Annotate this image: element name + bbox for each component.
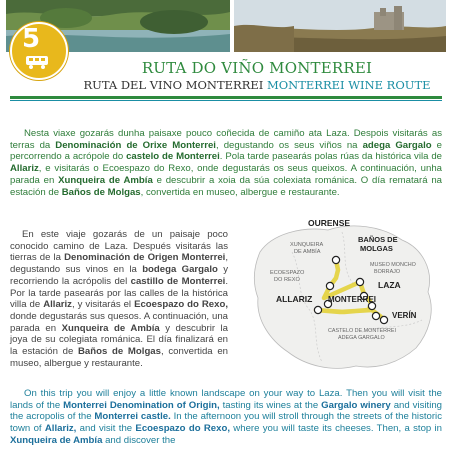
title-divider-teal <box>10 100 442 101</box>
body-text: y recorriendo la acrópolis del <box>10 264 228 287</box>
map-label-allariz: ALLARIZ <box>276 294 313 304</box>
map-label-xunqueira: DE AMBÍA <box>294 249 321 255</box>
body-text: y descubrir la joya de su colegiata románica. El día finalizará en la estación de <box>10 322 229 358</box>
highlight-text: Ecoespazo do Rexo, <box>135 423 230 435</box>
paragraph-english <box>10 388 442 447</box>
highlight-text: Allariz, <box>44 423 77 435</box>
map-label-monterrei: MONTERREI <box>328 295 376 304</box>
body-text: , degustando sus vinos en la <box>10 252 228 276</box>
body-text: , e visitarás o Ecoespazo do Rexo, onde degustarás os seus queixos. A continuación, unha parada en <box>10 163 442 186</box>
route-number: 5 <box>22 24 41 54</box>
body-text: En este viaje gozarás de un paisaje poco conocido camino de Laza. Después visitarás las tierras de la <box>10 229 228 264</box>
body-text: e percorrendo a acrópole do <box>10 139 442 163</box>
body-text: tasting its wines at the <box>219 399 322 411</box>
title-galician: RUTA DO VIÑO MONTERREI <box>141 59 373 77</box>
map-label-xunqueira: XUNQUEIRA <box>290 242 324 248</box>
body-text: , convertida en museo, albergue y restaurante. <box>10 346 228 369</box>
map-stop-banos <box>356 278 363 285</box>
highlight-text: adega Gargalo <box>362 139 432 151</box>
map-label-museo: MUSEO MONCHO <box>370 262 416 268</box>
map-label-laza: LAZA <box>378 280 401 290</box>
map-label-ecoespazo: DO REXO <box>274 277 300 283</box>
map-stop-monterrei <box>372 312 379 319</box>
highlight-text: Gargalo winery <box>321 399 391 411</box>
body-text: and visiting the acropolis of the <box>10 399 442 423</box>
title-english: MONTERREI WINE ROUTE <box>266 78 431 92</box>
body-text: donde degustarás sus quesos. A continuación, una parada en <box>10 310 228 334</box>
highlight-text: Baños de Molgas <box>61 186 141 198</box>
highlight-text: castelo de Monterrei <box>126 151 220 163</box>
highlight-text: Xunqueira de Ambía <box>61 322 160 334</box>
route-map <box>232 212 446 382</box>
map-stop-ourense <box>332 256 339 263</box>
highlight-text: bodega Gargalo <box>142 264 218 276</box>
highlight-text: Xunqueira de Ambía <box>58 174 153 186</box>
map-stop-xunqueira <box>326 282 333 289</box>
route-title-block <box>72 59 442 93</box>
map-label-castelo: ADEGA GARGALO <box>338 335 385 341</box>
body-text: . Pola tarde pasearás polas rúas da histórica vila de <box>219 151 442 163</box>
highlight-text: Denominación de Orixe Monterrei <box>55 139 216 151</box>
paragraph-galician <box>10 128 442 198</box>
paragraph-spanish <box>10 229 228 369</box>
highlight-text: Allariz <box>43 299 72 311</box>
body-text: . Por la tarde pasearás por las calles de la histórica villa de <box>10 275 228 311</box>
title-subline <box>72 77 442 93</box>
map-stop-allariz <box>314 306 321 313</box>
highlight-text: Monterrei castle. <box>94 411 171 423</box>
map-label-museo: BORRAJO <box>374 269 401 275</box>
highlight-text: Monterrei Denomination of Origin, <box>63 399 220 411</box>
body-text: On this trip you will enjoy a little known landscape on your way to Laza. Then you will visit the lands of the <box>10 388 442 411</box>
body-text: In the afternoon you will stroll through the streets of the historic town of <box>10 411 442 435</box>
photo-castle-landscape <box>234 0 446 52</box>
map-label-ecoespazo: ECOESPAZO <box>270 270 305 276</box>
highlight-text: Denominación de Origen Monterrei <box>64 252 226 264</box>
highlight-text: Xunqueira de Ambía <box>10 434 103 446</box>
route-number-badge <box>10 22 68 80</box>
map-label-ourense: OURENSE <box>308 218 351 228</box>
body-text: and visit the <box>76 423 136 435</box>
train-icon <box>24 54 54 70</box>
map-label-verin: VERÍN <box>392 311 417 320</box>
body-text: Nesta viaxe gozarás dunha paisaxe pouco coñecida de camiño ata Laza. Despois visitarás as terras da <box>10 128 442 151</box>
body-text: where you will taste its cheeses. Then, a stop in <box>230 423 443 435</box>
map-stop-verin <box>380 316 387 323</box>
body-text: , convertida en museo, albergue e restaurante. <box>140 186 340 198</box>
title-spanish: RUTA DEL VINO MONTERREI <box>83 78 264 92</box>
highlight-text: Allariz <box>10 163 39 175</box>
map-label-banos: BAÑOS DE <box>358 235 398 244</box>
body-text: and discover the <box>102 434 176 446</box>
body-text: , y visitarás el <box>71 299 135 311</box>
body-text: e descubrir a xoia da súa colexiata románica. O día rematará na estación de <box>10 174 443 198</box>
highlight-text: Baños de Molgas <box>78 346 161 358</box>
map-label-castelo: CASTELO DE MONTERREI <box>328 328 396 334</box>
body-text: , degustando os seus viños na <box>215 139 363 151</box>
highlight-text: castillo de Monterrei <box>130 275 226 287</box>
title-divider-green <box>10 96 442 99</box>
map-label-banos: MOLGAS <box>360 244 393 253</box>
highlight-text: Ecoespazo do Rexo, <box>134 299 229 311</box>
